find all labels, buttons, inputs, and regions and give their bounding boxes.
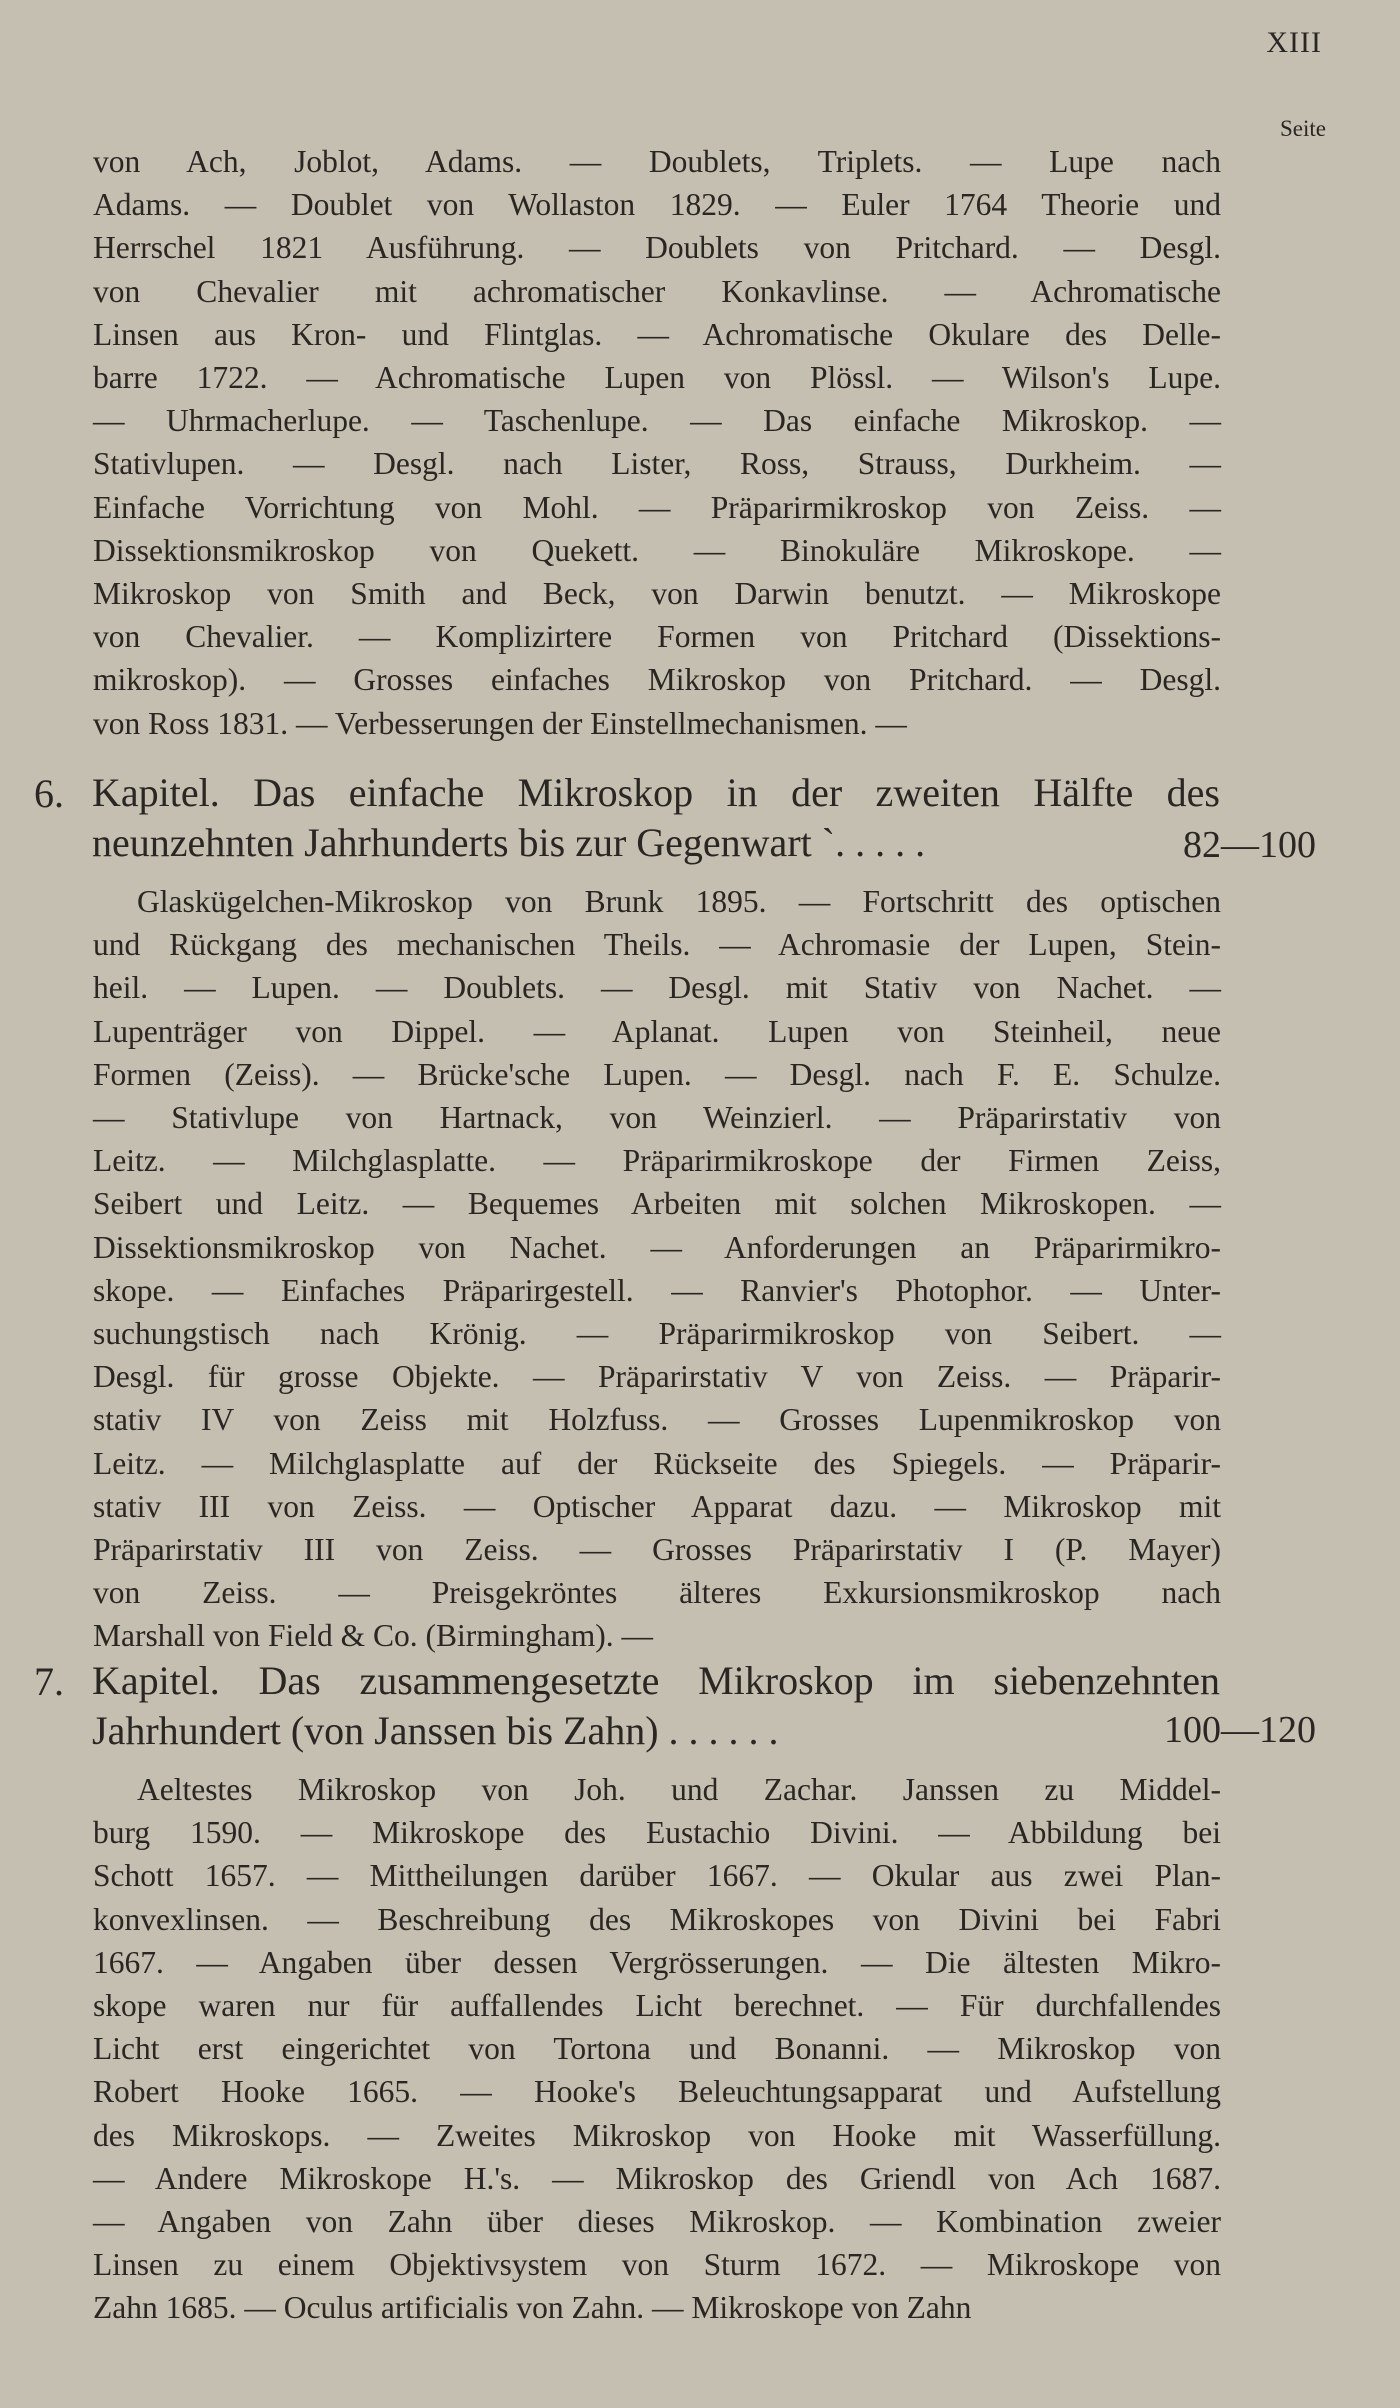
text-line: Linsen zu einem Objektivsystem von Sturm 1672. — Mikroskope von xyxy=(93,2247,1221,2283)
text-line: heil. — Lupen. — Doublets. — Desgl. mit Stativ von Nachet. — xyxy=(93,970,1221,1006)
text-line: Formen (Zeiss). — Brücke'sche Lupen. — Desgl. nach F. E. Schulze. xyxy=(93,1056,1221,1092)
chapter-6-heading xyxy=(92,768,1220,868)
text-line: Dissektionsmikroskop von Nachet. — Anforderungen an Präparirmikro- xyxy=(93,1229,1221,1265)
text-line: Leitz. — Milchglasplatte. — Präparirmikroskope der Firmen Zeiss, xyxy=(93,1143,1221,1179)
text-line: stativ IV von Zeiss mit Holzfuss. — Grosses Lupenmikroskop von xyxy=(93,1402,1221,1438)
chapter-7-number: 7. xyxy=(34,1659,64,1704)
text-line: des Mikroskops. — Zweites Mikroskop von Hooke mit Wasserfüllung. xyxy=(93,2117,1221,2153)
chapter-6-title-line-2: neunzehnten Jahrhunderts bis zur Gegenwart `. . . . . xyxy=(92,820,926,865)
text-line: Herrschel 1821 Ausführung. — Doublets von Pritchard. — Desgl. xyxy=(93,230,1221,266)
text-line: Seibert und Leitz. — Bequemes Arbeiten mit solchen Mikroskopen. — xyxy=(93,1186,1221,1222)
text-line: — Stativlupe von Hartnack, von Weinzierl. — Präparirstativ von xyxy=(93,1100,1221,1136)
intro-paragraph xyxy=(93,140,1221,745)
text-line: Desgl. für grosse Objekte. — Präparirstativ V von Zeiss. — Präparir- xyxy=(93,1359,1221,1395)
text-line: Aeltestes Mikroskop von Joh. und Zachar. Janssen zu Middel- xyxy=(137,1772,1221,1807)
text-line: Präparirstativ III von Zeiss. — Grosses Präparirstativ I (P. Mayer) xyxy=(93,1532,1221,1568)
chapter-6-page-range: 82—100 xyxy=(1183,824,1316,866)
text-line: Linsen aus Kron- und Flintglas. — Achromatische Okulare des Delle- xyxy=(93,316,1221,352)
text-line: Leitz. — Milchglasplatte auf der Rückseite des Spiegels. — Präparir- xyxy=(93,1445,1221,1481)
chapter-6-number: 6. xyxy=(34,771,64,816)
text-line: und Rückgang des mechanischen Theils. — Achromasie der Lupen, Stein- xyxy=(93,927,1221,963)
text-line: stativ III von Zeiss. — Optischer Apparat dazu. — Mikroskop mit xyxy=(93,1488,1221,1524)
text-line: burg 1590. — Mikroskope des Eustachio Divini. — Abbildung bei xyxy=(93,1815,1221,1851)
text-line: — Uhrmacherlupe. — Taschenlupe. — Das einfache Mikroskop. — xyxy=(93,403,1221,439)
text-line: Dissektionsmikroskop von Quekett. — Binokuläre Mikroskope. — xyxy=(93,532,1221,568)
chapter-6-title-line-1: Kapitel. Das einfache Mikroskop in der zweiten Hälfte des xyxy=(92,770,1220,815)
seite-column-label: Seite xyxy=(1280,116,1326,141)
text-line: — Angaben von Zahn über dieses Mikroskop. — Kombination zweier xyxy=(93,2204,1221,2240)
text-line: Mikroskop von Smith and Beck, von Darwin benutzt. — Mikroskope xyxy=(93,576,1221,612)
text-line: Einfache Vorrichtung von Mohl. — Präparirmikroskop von Zeiss. — xyxy=(93,489,1221,525)
text-line: — Andere Mikroskope H.'s. — Mikroskop des Griendl von Ach 1687. xyxy=(93,2160,1221,2196)
text-line: Licht erst eingerichtet von Tortona und Bonanni. — Mikroskop von xyxy=(93,2031,1221,2067)
chapter-6-paragraph xyxy=(93,880,1221,1658)
chapter-7-title-line-2: Jahrhundert (von Janssen bis Zahn) . . . . . . xyxy=(92,1708,779,1753)
text-line: von Chevalier. — Komplizirtere Formen von Pritchard (Dissektions- xyxy=(93,619,1221,655)
text-line: von Ross 1831. — Verbesserungen der Einstellmechanismen. — xyxy=(93,705,907,741)
text-line: von Chevalier mit achromatischer Konkavlinse. — Achromatische xyxy=(93,273,1221,309)
text-line: Schott 1657. — Mittheilungen darüber 1667. — Okular aus zwei Plan- xyxy=(93,1858,1221,1894)
text-line: skope. — Einfaches Präparirgestell. — Ranvier's Photophor. — Unter- xyxy=(93,1272,1221,1308)
chapter-7-heading xyxy=(92,1656,1220,1756)
chapter-7-paragraph xyxy=(93,1768,1221,2330)
text-line: skope waren nur für auffallendes Licht berechnet. — Für durchfallendes xyxy=(93,1988,1221,2024)
text-line: barre 1722. — Achromatische Lupen von Plössl. — Wilson's Lupe. xyxy=(93,360,1221,396)
text-line: von Zeiss. — Preisgekröntes älteres Exkursionsmikroskop nach xyxy=(93,1575,1221,1611)
text-line: Stativlupen. — Desgl. nach Lister, Ross, Strauss, Durkheim. — xyxy=(93,446,1221,482)
text-line: Zahn 1685. — Oculus artificialis von Zahn. — Mikroskope von Zahn xyxy=(93,2290,972,2326)
text-line: Glaskügelchen-Mikroskop von Brunk 1895. — Fortschritt des optischen xyxy=(137,884,1221,919)
text-line: Marshall von Field & Co. (Birmingham). — xyxy=(93,1618,653,1654)
text-line: von Ach, Joblot, Adams. — Doublets, Triplets. — Lupe nach xyxy=(93,144,1221,179)
chapter-7-title-line-1: Kapitel. Das zusammengesetzte Mikroskop im siebenzehnten xyxy=(92,1658,1220,1703)
text-line: mikroskop). — Grosses einfaches Mikroskop von Pritchard. — Desgl. xyxy=(93,662,1221,698)
text-line: Robert Hooke 1665. — Hooke's Beleuchtungsapparat und Aufstellung xyxy=(93,2074,1221,2110)
text-line: konvexlinsen. — Beschreibung des Mikroskopes von Divini bei Fabri xyxy=(93,1901,1221,1937)
text-line: suchungstisch nach Krönig. — Präparirmikroskop von Seibert. — xyxy=(93,1316,1221,1352)
text-line: Adams. — Doublet von Wollaston 1829. — Euler 1764 Theorie und xyxy=(93,187,1221,223)
text-line: Lupenträger von Dippel. — Aplanat. Lupen von Steinheil, neue xyxy=(93,1013,1221,1049)
text-line: 1667. — Angaben über dessen Vergrösserungen. — Die ältesten Mikro- xyxy=(93,1944,1221,1980)
page-number: XIII xyxy=(1266,26,1322,59)
chapter-7-page-range: 100—120 xyxy=(1164,1709,1316,1751)
